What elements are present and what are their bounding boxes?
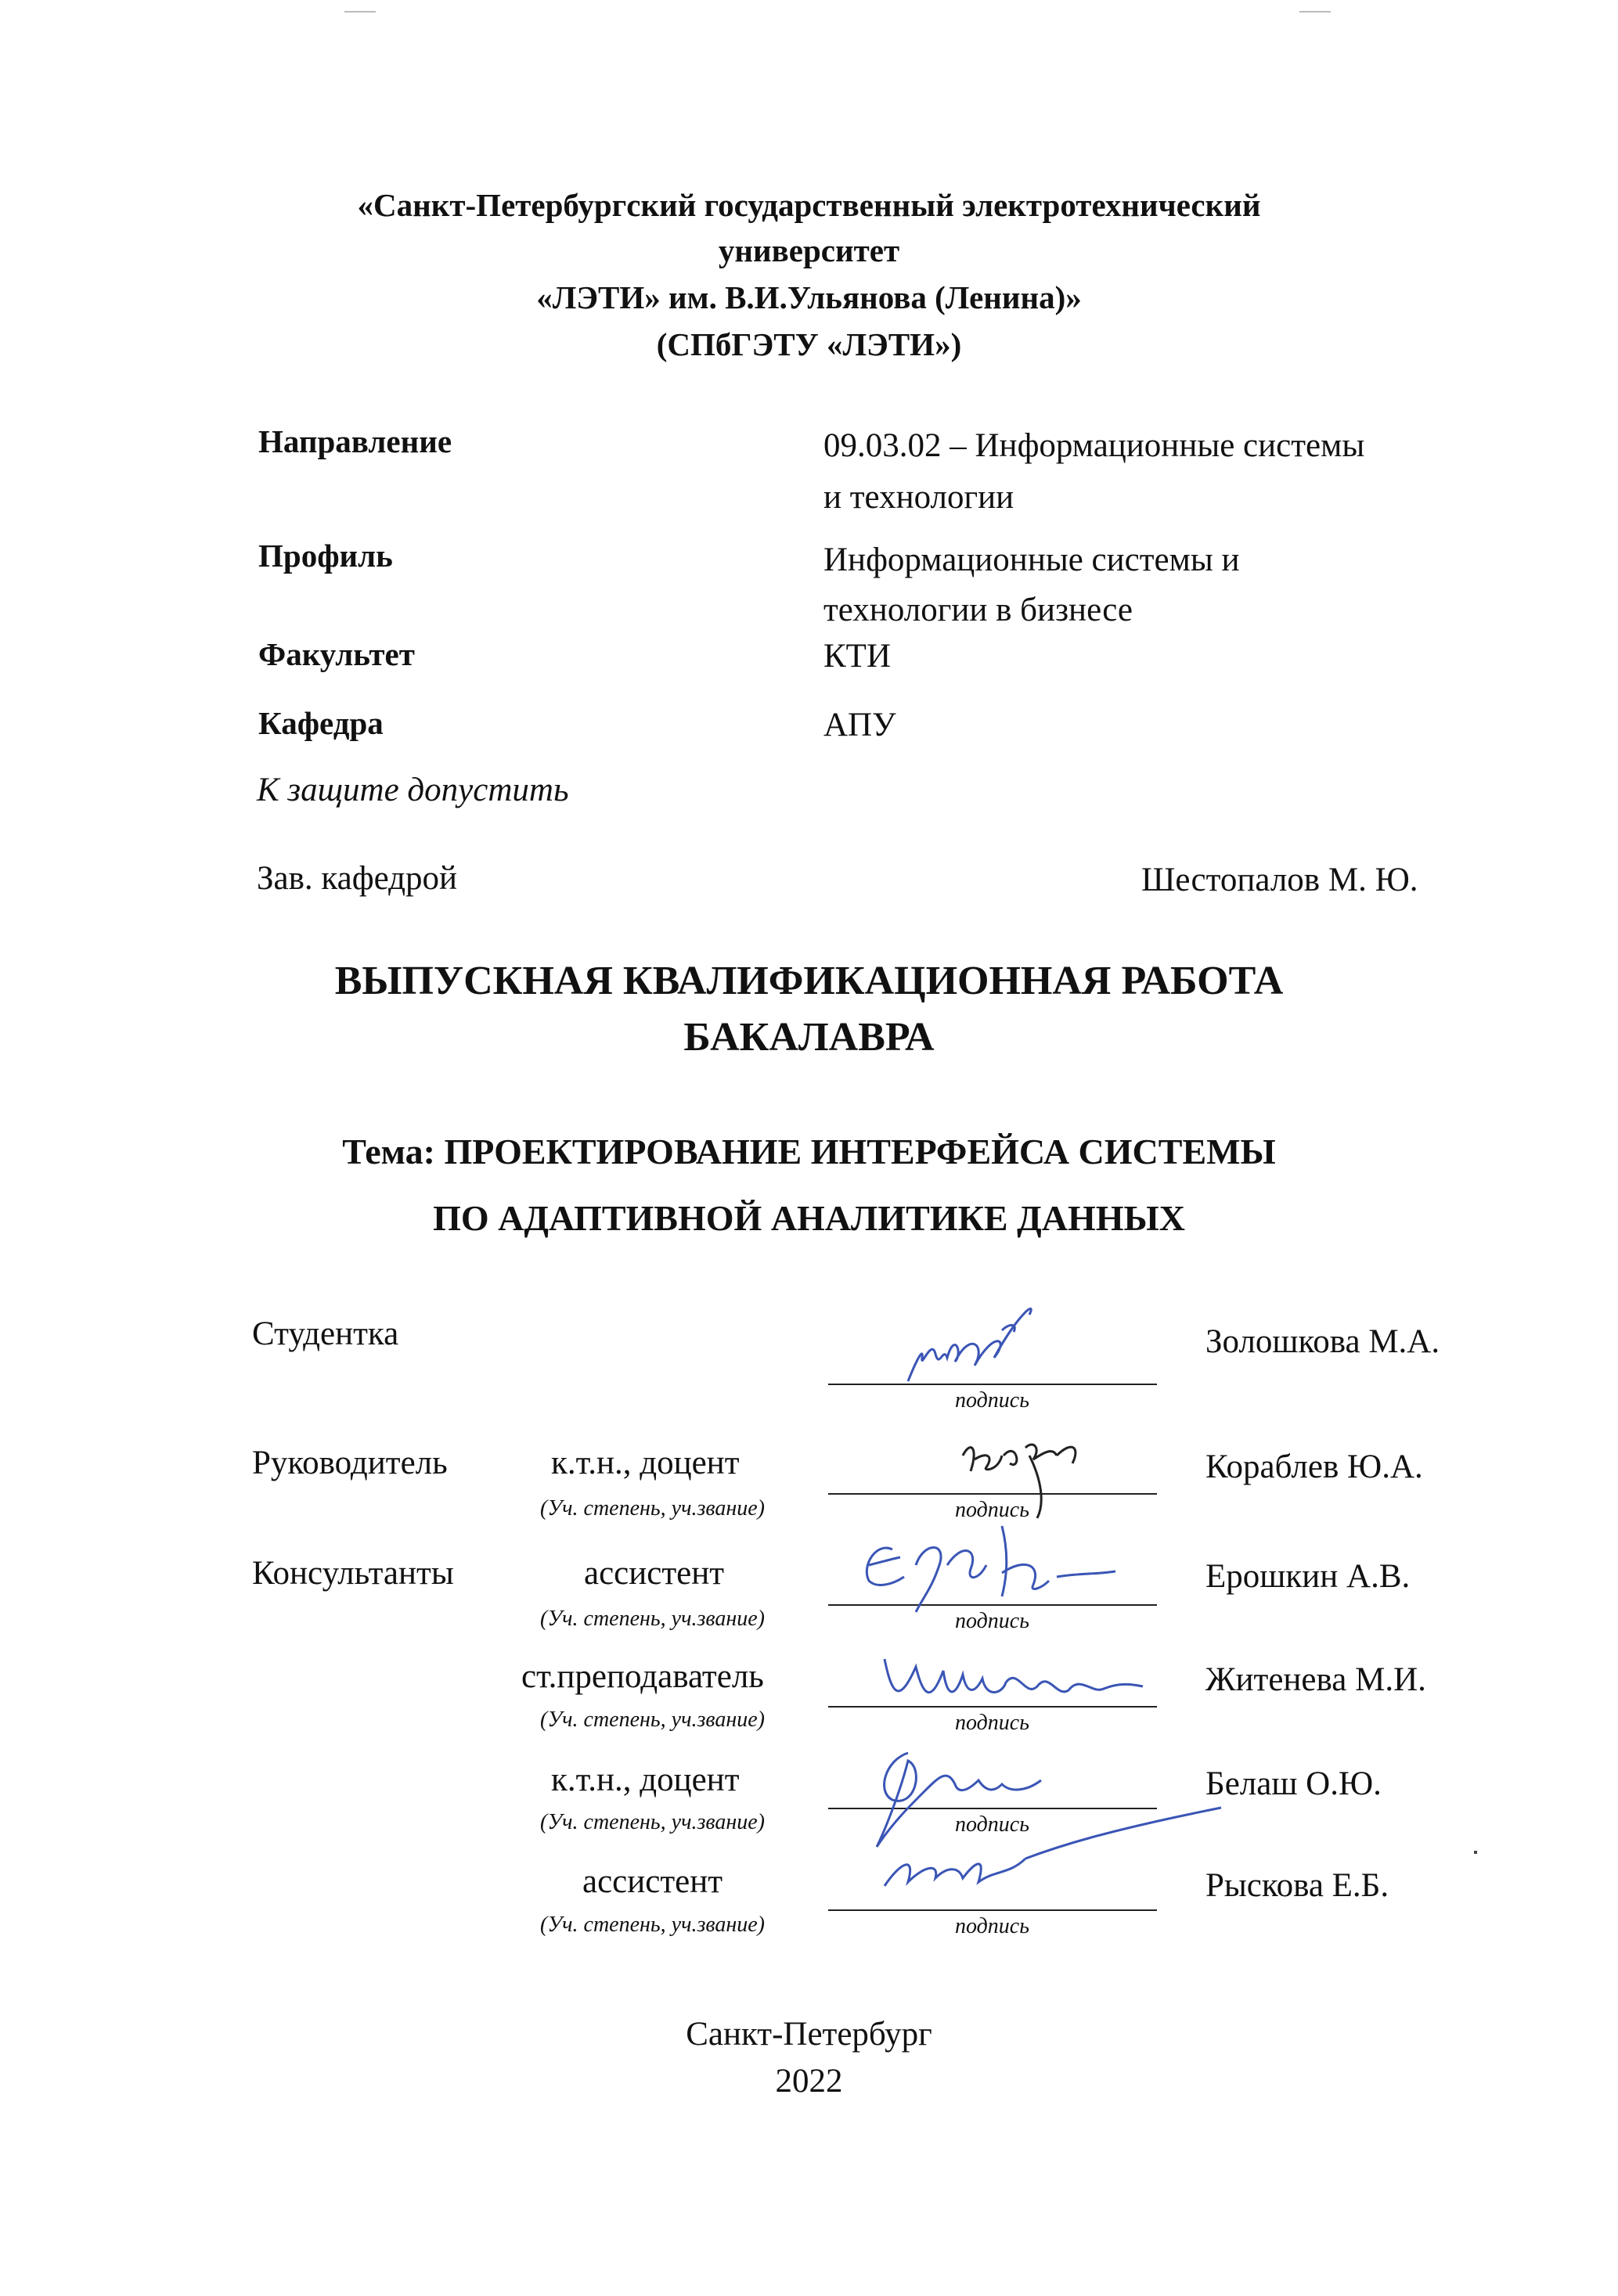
signature-hint: подпись <box>955 1609 1029 1633</box>
direction-label: Направление <box>258 423 452 459</box>
signature-hint: подпись <box>955 1812 1029 1837</box>
signature-hint: подпись <box>955 1388 1029 1413</box>
consultant4-degree: ассистент <box>582 1863 723 1900</box>
faculty-label: Факультет <box>258 636 415 672</box>
consultant4-signature <box>869 1800 1237 1909</box>
consultant3-degree: к.т.н., доцент <box>551 1762 740 1798</box>
department-value: АПУ <box>823 707 896 743</box>
scan-mark <box>344 11 376 13</box>
topic-label: Тема: <box>342 1132 435 1171</box>
signature-hint: подпись <box>955 1498 1029 1522</box>
topic-line1 <box>0 1131 1618 1172</box>
student-signature <box>900 1283 1057 1393</box>
consultant1-degree-hint: (Уч. степень, уч.звание) <box>540 1607 765 1631</box>
work-title-line2: БАКАЛАВРА <box>683 1015 935 1060</box>
university-header-line2: университет <box>718 232 900 268</box>
footer-city: Санкт-Петербург <box>686 2016 932 2053</box>
admit-text: К защите допустить <box>257 772 569 808</box>
student-role: Студентка <box>252 1315 399 1352</box>
supervisor-degree: к.т.н., доцент <box>551 1445 740 1481</box>
consultant3-degree-hint: (Уч. степень, уч.звание) <box>540 1810 765 1834</box>
profile-label: Профиль <box>258 538 393 574</box>
topic-text1: ПРОЕКТИРОВАНИЕ ИНТЕРФЕЙСА СИСТЕМЫ <box>444 1132 1276 1171</box>
supervisor-degree-hint: (Уч. степень, уч.звание) <box>540 1496 765 1520</box>
department-label: Кафедра <box>258 705 384 741</box>
profile-value-line2: технологии в бизнесе <box>823 592 1133 628</box>
direction-value-line1: 09.03.02 – Информационные системы <box>823 427 1365 464</box>
work-title-line1: ВЫПУСКНАЯ КВАЛИФИКАЦИОННАЯ РАБОТА <box>334 959 1284 1003</box>
head-of-department-role: Зав. кафедрой <box>257 860 458 897</box>
consultant2-degree-hint: (Уч. степень, уч.звание) <box>540 1708 765 1732</box>
consultant1-name: Ерошкин А.В. <box>1205 1558 1411 1595</box>
consultant1-signature <box>845 1510 1127 1628</box>
scan-mark <box>1474 1851 1477 1854</box>
footer-year: 2022 <box>775 2063 843 2100</box>
consultant4-degree-hint: (Уч. степень, уч.звание) <box>540 1913 765 1937</box>
consultant3-name: Белаш О.Ю. <box>1205 1765 1382 1802</box>
university-header-line3: «ЛЭТИ» им. В.И.Ульянова (Ленина)» <box>536 279 1082 315</box>
supervisor-name: Кораблев Ю.А. <box>1205 1448 1423 1485</box>
university-header-line1: «Санкт-Петербургский государственный электротехнический <box>357 187 1261 223</box>
direction-value-line2: и технологии <box>823 479 1014 516</box>
profile-value-line1: Информационные системы и <box>823 542 1240 578</box>
consultant2-signature <box>869 1636 1151 1722</box>
head-of-department-name: Шестопалов М. Ю. <box>1141 862 1418 898</box>
signature-hint: подпись <box>955 1711 1029 1735</box>
consultant2-name: Житенева М.И. <box>1205 1661 1426 1698</box>
faculty-value: КТИ <box>823 638 891 675</box>
consultants-role: Консультанты <box>252 1555 454 1592</box>
university-header-line4: (СПбГЭТУ «ЛЭТИ») <box>656 326 962 362</box>
consultant2-degree: ст.преподаватель <box>521 1658 764 1695</box>
signature-line <box>828 1909 1157 1911</box>
consultant4-name: Рыскова Е.Б. <box>1205 1867 1389 1904</box>
consultant1-degree: ассистент <box>584 1555 725 1592</box>
signature-hint: подпись <box>955 1914 1029 1938</box>
topic-line2: ПО АДАПТИВНОЙ АНАЛИТИКЕ ДАННЫХ <box>433 1198 1185 1238</box>
student-name: Золошкова М.А. <box>1205 1323 1440 1360</box>
supervisor-role: Руководитель <box>252 1445 448 1481</box>
scan-mark <box>1299 11 1331 13</box>
